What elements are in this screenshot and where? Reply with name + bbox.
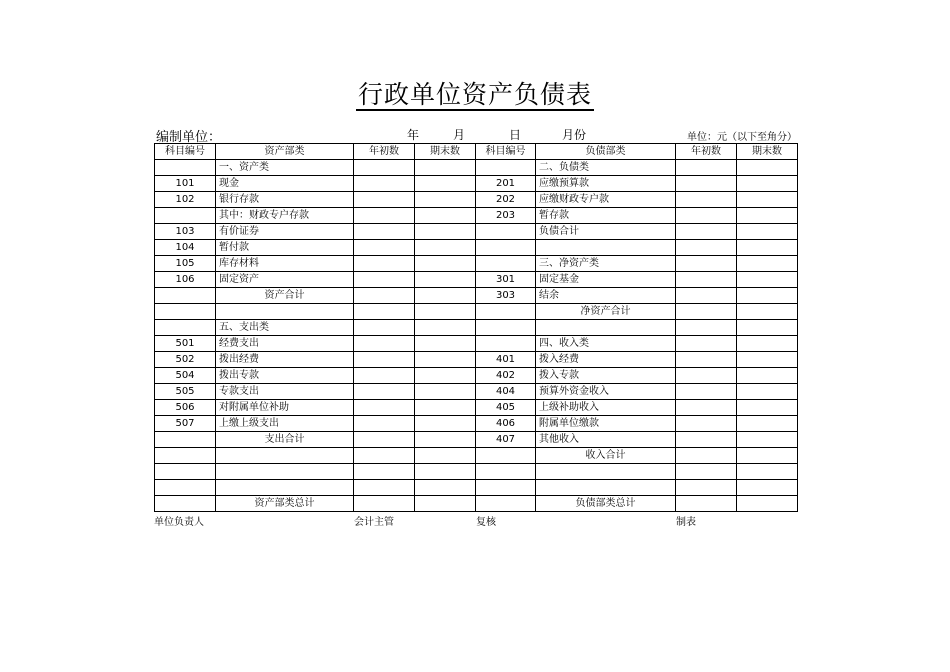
liability-code-cell: 402 <box>476 368 536 384</box>
asset-item-cell: 拨出经费 <box>216 352 354 368</box>
table-row <box>155 288 798 304</box>
liability-code-cell <box>476 240 536 256</box>
asset-closing-cell[interactable] <box>415 208 476 224</box>
asset-item-cell: 库存材料 <box>216 256 354 272</box>
asset-opening-cell[interactable] <box>354 320 415 336</box>
asset-item-cell: 五、支出类 <box>216 320 354 336</box>
asset-item-cell: 其中：财政专户存款 <box>216 208 354 224</box>
header-cell: 资产部类 <box>216 144 354 160</box>
liability-code-cell <box>476 496 536 512</box>
asset-code-cell: 502 <box>155 352 216 368</box>
liability-item-cell: 结余 <box>536 288 676 304</box>
liability-closing-cell[interactable] <box>737 240 798 256</box>
preparer-label: 制表 <box>676 517 696 528</box>
asset-closing-cell[interactable] <box>415 160 476 176</box>
liability-item-cell: 收入合计 <box>536 448 676 464</box>
asset-code-cell: 504 <box>155 368 216 384</box>
asset-opening-cell[interactable] <box>354 400 415 416</box>
liability-opening-cell[interactable] <box>676 336 737 352</box>
asset-closing-cell[interactable] <box>415 192 476 208</box>
asset-closing-cell[interactable] <box>415 288 476 304</box>
asset-opening-cell[interactable] <box>354 416 415 432</box>
asset-closing-cell[interactable] <box>415 224 476 240</box>
asset-opening-cell[interactable] <box>354 288 415 304</box>
table-row <box>155 432 798 448</box>
liability-code-cell <box>476 464 536 480</box>
liability-code-cell: 404 <box>476 384 536 400</box>
asset-code-cell: 501 <box>155 336 216 352</box>
asset-closing-cell[interactable] <box>415 464 476 480</box>
asset-item-cell: 拨出专款 <box>216 368 354 384</box>
asset-code-cell <box>155 304 216 320</box>
table-row <box>155 368 798 384</box>
liability-closing-cell[interactable] <box>737 368 798 384</box>
table-row <box>155 192 798 208</box>
asset-item-cell: 一、资产类 <box>216 160 354 176</box>
accounting-supervisor-label: 会计主管 <box>354 517 394 528</box>
year-label: 年 <box>407 128 420 142</box>
asset-code-cell <box>155 464 216 480</box>
table-row <box>155 256 798 272</box>
asset-opening-cell[interactable] <box>354 480 415 496</box>
asset-code-cell <box>155 320 216 336</box>
asset-opening-cell[interactable] <box>354 224 415 240</box>
liability-code-cell <box>476 320 536 336</box>
liability-code-cell <box>476 304 536 320</box>
liability-closing-cell[interactable] <box>737 400 798 416</box>
liability-opening-cell[interactable] <box>676 272 737 288</box>
liability-closing-cell[interactable] <box>737 224 798 240</box>
asset-opening-cell[interactable] <box>354 240 415 256</box>
title-text: 行政单位资产负债表 <box>357 80 592 109</box>
asset-opening-cell[interactable] <box>354 304 415 320</box>
table-header-row <box>155 144 798 160</box>
asset-item-cell: 有价证券 <box>216 224 354 240</box>
liability-code-cell: 202 <box>476 192 536 208</box>
liability-opening-cell[interactable] <box>676 320 737 336</box>
liability-closing-cell[interactable] <box>737 192 798 208</box>
liability-item-cell: 附属单位缴款 <box>536 416 676 432</box>
asset-item-cell <box>216 480 354 496</box>
asset-code-cell <box>155 160 216 176</box>
asset-item-cell: 支出合计 <box>216 432 354 448</box>
currency-unit-note: 单位：元（以下至角分） <box>687 132 797 143</box>
month-period-label: 月份 <box>562 128 587 142</box>
header-cell: 年初数 <box>354 144 415 160</box>
header-cell: 负债部类 <box>536 144 676 160</box>
table-row <box>155 480 798 496</box>
asset-closing-cell[interactable] <box>415 368 476 384</box>
asset-code-cell <box>155 432 216 448</box>
asset-closing-cell[interactable] <box>415 240 476 256</box>
asset-closing-cell[interactable] <box>415 352 476 368</box>
asset-closing-cell[interactable] <box>415 256 476 272</box>
table-row <box>155 160 798 176</box>
reviewer-label: 复核 <box>476 517 496 528</box>
asset-opening-cell[interactable] <box>354 352 415 368</box>
liability-item-cell: 应缴预算款 <box>536 176 676 192</box>
asset-opening-cell[interactable] <box>354 448 415 464</box>
header-cell: 科目编号 <box>155 144 216 160</box>
liability-item-cell: 二、负债类 <box>536 160 676 176</box>
liability-item-cell: 上级补助收入 <box>536 400 676 416</box>
liability-closing-cell[interactable] <box>737 352 798 368</box>
liability-code-cell <box>476 224 536 240</box>
liability-code-cell: 303 <box>476 288 536 304</box>
asset-code-cell <box>155 288 216 304</box>
liability-opening-cell[interactable] <box>676 416 737 432</box>
asset-opening-cell[interactable] <box>354 336 415 352</box>
asset-opening-cell[interactable] <box>354 384 415 400</box>
table-row <box>155 336 798 352</box>
signature-footer <box>154 513 797 527</box>
liability-code-cell: 203 <box>476 208 536 224</box>
asset-item-cell <box>216 448 354 464</box>
asset-code-cell: 506 <box>155 400 216 416</box>
asset-item-cell: 对附属单位补助 <box>216 400 354 416</box>
liability-closing-cell[interactable] <box>737 384 798 400</box>
liability-closing-cell[interactable] <box>737 288 798 304</box>
asset-item-cell: 银行存款 <box>216 192 354 208</box>
asset-item-cell: 现金 <box>216 176 354 192</box>
liability-item-cell: 负债部类总计 <box>536 496 676 512</box>
liability-closing-cell[interactable] <box>737 496 798 512</box>
liability-opening-cell[interactable] <box>676 304 737 320</box>
asset-opening-cell[interactable] <box>354 208 415 224</box>
asset-item-cell: 暂付款 <box>216 240 354 256</box>
asset-code-cell <box>155 448 216 464</box>
asset-closing-cell[interactable] <box>415 432 476 448</box>
liability-opening-cell[interactable] <box>676 208 737 224</box>
asset-opening-cell[interactable] <box>354 496 415 512</box>
asset-code-cell <box>155 496 216 512</box>
liability-item-cell: 其他收入 <box>536 432 676 448</box>
asset-closing-cell[interactable] <box>415 304 476 320</box>
asset-opening-cell[interactable] <box>354 272 415 288</box>
asset-code-cell: 505 <box>155 384 216 400</box>
asset-closing-cell[interactable] <box>415 480 476 496</box>
asset-closing-cell[interactable] <box>415 400 476 416</box>
table-row <box>155 416 798 432</box>
liability-opening-cell[interactable] <box>676 192 737 208</box>
liability-closing-cell[interactable] <box>737 480 798 496</box>
asset-closing-cell[interactable] <box>415 272 476 288</box>
day-label: 日 <box>509 128 522 142</box>
liability-code-cell: 407 <box>476 432 536 448</box>
liability-closing-cell[interactable] <box>737 432 798 448</box>
liability-item-cell: 拨入经费 <box>536 352 676 368</box>
liability-code-cell <box>476 256 536 272</box>
liability-code-cell <box>476 160 536 176</box>
table-row <box>155 176 798 192</box>
asset-opening-cell[interactable] <box>354 176 415 192</box>
liability-closing-cell[interactable] <box>737 272 798 288</box>
table-row <box>155 208 798 224</box>
table-row <box>155 464 798 480</box>
liability-code-cell: 201 <box>476 176 536 192</box>
asset-closing-cell[interactable] <box>415 448 476 464</box>
table-row <box>155 240 798 256</box>
asset-code-cell: 104 <box>155 240 216 256</box>
liability-code-cell <box>476 336 536 352</box>
asset-opening-cell[interactable] <box>354 256 415 272</box>
balance-sheet-table <box>154 143 798 512</box>
asset-closing-cell[interactable] <box>415 176 476 192</box>
asset-item-cell <box>216 464 354 480</box>
asset-closing-cell[interactable] <box>415 496 476 512</box>
asset-opening-cell[interactable] <box>354 464 415 480</box>
asset-code-cell: 507 <box>155 416 216 432</box>
table-row <box>155 496 798 512</box>
liability-opening-cell[interactable] <box>676 496 737 512</box>
unit-head-label: 单位负责人 <box>154 517 204 528</box>
liability-item-cell: 拨入专款 <box>536 368 676 384</box>
header-cell: 期末数 <box>737 144 798 160</box>
liability-code-cell: 405 <box>476 400 536 416</box>
liability-item-cell <box>536 240 676 256</box>
liability-closing-cell[interactable] <box>737 336 798 352</box>
liability-closing-cell[interactable] <box>737 320 798 336</box>
asset-closing-cell[interactable] <box>415 320 476 336</box>
page-title <box>0 78 950 112</box>
preparing-unit-label: 编制单位： <box>156 130 222 145</box>
liability-code-cell: 401 <box>476 352 536 368</box>
liability-closing-cell[interactable] <box>737 448 798 464</box>
asset-item-cell: 上缴上级支出 <box>216 416 354 432</box>
asset-item-cell: 专款支出 <box>216 384 354 400</box>
liability-item-cell: 三、净资产类 <box>536 256 676 272</box>
liability-opening-cell[interactable] <box>676 400 737 416</box>
liability-closing-cell[interactable] <box>737 160 798 176</box>
table-row <box>155 384 798 400</box>
liability-opening-cell[interactable] <box>676 432 737 448</box>
asset-closing-cell[interactable] <box>415 416 476 432</box>
asset-code-cell: 102 <box>155 192 216 208</box>
liability-code-cell: 301 <box>476 272 536 288</box>
liability-opening-cell[interactable] <box>676 240 737 256</box>
liability-opening-cell[interactable] <box>676 352 737 368</box>
table-row <box>155 272 798 288</box>
liability-code-cell <box>476 448 536 464</box>
table-row <box>155 448 798 464</box>
liability-opening-cell[interactable] <box>676 464 737 480</box>
liability-opening-cell[interactable] <box>676 176 737 192</box>
liability-opening-cell[interactable] <box>676 448 737 464</box>
asset-opening-cell[interactable] <box>354 432 415 448</box>
asset-code-cell: 103 <box>155 224 216 240</box>
asset-closing-cell[interactable] <box>415 336 476 352</box>
liability-closing-cell[interactable] <box>737 416 798 432</box>
liability-item-cell: 净资产合计 <box>536 304 676 320</box>
liability-opening-cell[interactable] <box>676 160 737 176</box>
table-row <box>155 400 798 416</box>
month-label: 月 <box>453 128 466 142</box>
liability-opening-cell[interactable] <box>676 368 737 384</box>
liability-item-cell: 负债合计 <box>536 224 676 240</box>
liability-closing-cell[interactable] <box>737 208 798 224</box>
asset-code-cell: 105 <box>155 256 216 272</box>
table-row <box>155 224 798 240</box>
liability-item-cell: 四、收入类 <box>536 336 676 352</box>
asset-opening-cell[interactable] <box>354 192 415 208</box>
liability-opening-cell[interactable] <box>676 224 737 240</box>
table-row <box>155 352 798 368</box>
asset-code-cell: 101 <box>155 176 216 192</box>
header-cell: 科目编号 <box>476 144 536 160</box>
liability-closing-cell[interactable] <box>737 304 798 320</box>
liability-opening-cell[interactable] <box>676 288 737 304</box>
liability-item-cell <box>536 320 676 336</box>
liability-closing-cell[interactable] <box>737 464 798 480</box>
table-row <box>155 320 798 336</box>
asset-item-cell <box>216 304 354 320</box>
header-cell: 年初数 <box>676 144 737 160</box>
liability-item-cell: 暂存款 <box>536 208 676 224</box>
liability-opening-cell[interactable] <box>676 480 737 496</box>
asset-closing-cell[interactable] <box>415 384 476 400</box>
asset-opening-cell[interactable] <box>354 160 415 176</box>
liability-code-cell <box>476 480 536 496</box>
liability-opening-cell[interactable] <box>676 384 737 400</box>
liability-closing-cell[interactable] <box>737 176 798 192</box>
liability-code-cell: 406 <box>476 416 536 432</box>
meta-row <box>154 126 797 145</box>
header-cell: 期末数 <box>415 144 476 160</box>
asset-item-cell: 资产部类总计 <box>216 496 354 512</box>
liability-item-cell: 应缴财政专户款 <box>536 192 676 208</box>
liability-opening-cell[interactable] <box>676 256 737 272</box>
table-row <box>155 304 798 320</box>
asset-item-cell: 经费支出 <box>216 336 354 352</box>
asset-item-cell: 固定资产 <box>216 272 354 288</box>
liability-item-cell: 固定基金 <box>536 272 676 288</box>
liability-item-cell <box>536 480 676 496</box>
asset-code-cell: 106 <box>155 272 216 288</box>
liability-closing-cell[interactable] <box>737 256 798 272</box>
asset-code-cell <box>155 208 216 224</box>
liability-item-cell: 预算外资金收入 <box>536 384 676 400</box>
asset-opening-cell[interactable] <box>354 368 415 384</box>
liability-item-cell <box>536 464 676 480</box>
asset-item-cell: 资产合计 <box>216 288 354 304</box>
asset-code-cell <box>155 480 216 496</box>
